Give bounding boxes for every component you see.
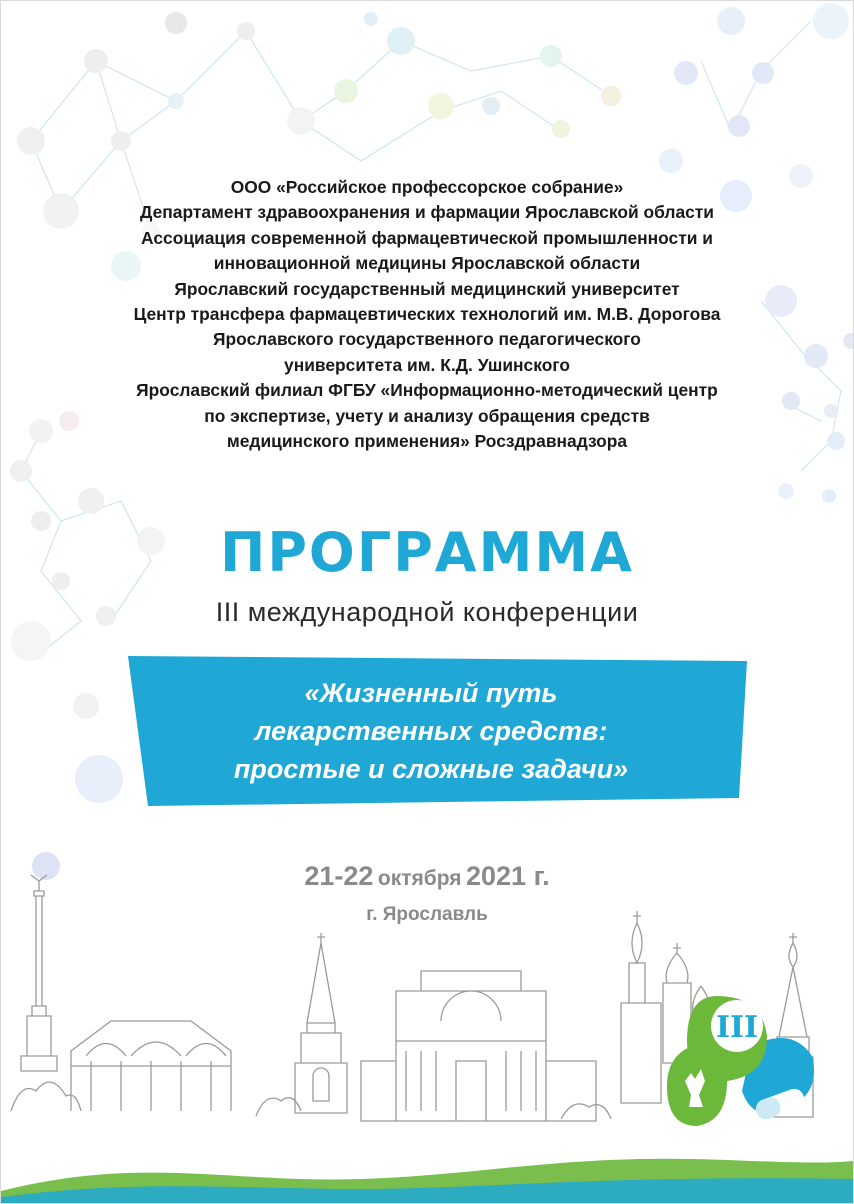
- conference-logo: [657, 986, 827, 1146]
- conference-name: [131, 674, 731, 788]
- conference-dates: [1, 861, 853, 892]
- organizer-line: Центр трансфера фармацевтических технологий им. М.В. Дорогова: [133, 304, 721, 325]
- logo-numeral: III: [715, 1010, 759, 1045]
- dates-month: октября: [377, 867, 462, 890]
- organizer-line: по экспертизе, учету и анализу обращения средств: [204, 405, 650, 426]
- conference-subtitle: III международной конференции: [215, 597, 639, 627]
- conference-name-line: «Жизненный путь: [304, 678, 558, 708]
- organizer-line: Ярославского государственного педагогического: [213, 329, 641, 350]
- conference-name-line: лекарственных средств:: [254, 716, 608, 746]
- organizer-line: Ассоциация современной фармацевтической промышленности и: [141, 227, 713, 248]
- organizers-list: [41, 175, 813, 454]
- conference-city: г. Ярославль: [366, 904, 488, 925]
- organizer-line: Департамент здравоохранения и фармации Ярославской области: [140, 202, 714, 223]
- dates-year: 2021 г.: [466, 861, 550, 891]
- conference-name-line: простые и сложные задачи»: [233, 754, 629, 784]
- organizer-line: медицинского применения» Росздравнадзора: [226, 431, 628, 452]
- organizer-line: ООО «Российское профессорское собрание»: [230, 177, 624, 197]
- organizer-line: университета им. К.Д. Ушинского: [284, 354, 570, 375]
- dates-days: 21-22: [304, 861, 374, 891]
- program-title: ПРОГРАММА: [220, 521, 634, 584]
- organizer-line: Ярославский филиал ФГБУ «Информационно-методический центр: [136, 380, 718, 401]
- organizer-line: Ярославский государственный медицинский университет: [174, 278, 680, 299]
- organizer-line: инновационной медицины Ярославской области: [213, 253, 641, 274]
